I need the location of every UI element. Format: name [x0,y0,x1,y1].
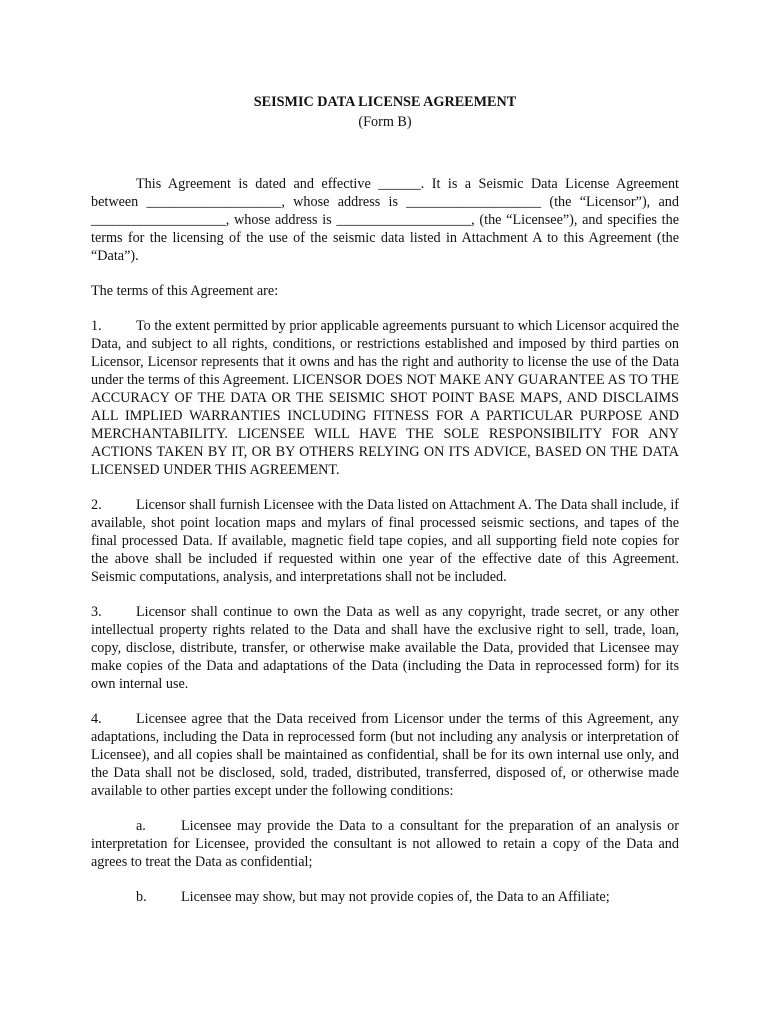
clause-text: Licensor shall continue to own the Data as well as any copyright, trade secret, or any other intellectual property rights related to the Data and shall have the exclusive right to sell, trade, loan, copy, disclose, distribute, transfer, or otherwise make available the Data, provided that Licensee may make copies of the Data and adaptations of the Data (including the Data in reprocessed form) for its own internal use. [91,604,679,692]
clause-text: Licensee agree that the Data received from Licensor under the terms of this Agreement, any adaptations, including the Data in reprocessed form (but not including any analysis or interpretation of Licensee), and all copies shall be maintained as confidential, shall be for its own internal use only, and the Data shall not be disclosed, sold, traded, distributed, transferred, disposed of, or otherwise made available to other parties except under the following conditions: [91,711,679,799]
clause-number: 2. [91,497,102,513]
subclause-letter: a. [136,818,146,834]
subclause-b [91,888,679,906]
terms-intro: The terms of this Agreement are: [91,283,279,299]
clause-number: 1. [91,318,102,334]
clause-3 [91,603,679,693]
clause-number: 4. [91,711,102,727]
clause-2 [91,496,679,586]
subclause-a [91,817,679,871]
clause-number: 3. [91,604,102,620]
document-page [91,92,679,906]
subclause-text: Licensee may provide the Data to a consultant for the preparation of an analysis or interpretation for Licensee, provided the consultant is not allowed to retain a copy of the Data and agrees to treat the Data as confidential; [91,818,679,870]
document-title: SEISMIC DATA LICENSE AGREEMENT [253,94,517,110]
document-subtitle: (Form B) [358,114,412,130]
clause-4 [91,710,679,800]
clause-text: To the extent permitted by prior applicable agreements pursuant to which Licensor acquired the Data, and subject to all rights, conditions, or restrictions established and imposed by third parties on Licensor, Licensor represents that it owns and has the right and authority to license the use of the Data under the terms of this Agreement. LICENSOR DOES NOT MAKE ANY GUARANTEE AS TO THE ACCURACY OF THE DATA OR THE SEISMIC SHOT POINT BASE MAPS, AND DISCLAIMS ALL IMPLIED WARRANTIES INCLUDING FITNESS FOR A PARTICULAR PURPOSE AND MERCHANTABILITY. LICENSEE WILL HAVE THE SOLE RESPONSIBILITY FOR ANY ACTIONS TAKEN BY IT, OR BY OTHERS RELYING ON ITS ADVICE, BASED ON THE DATA LICENSED UNDER THIS AGREEMENT. [91,318,679,478]
intro-paragraph: This Agreement is dated and effective ______. It is a Seismic Data License Agreement between ___________________, whose address is ___________________ (the “Licensor”), and ___________________, whose address is ___________________, (the “Licensee”), and specifies the terms for the licensing of the use of the seismic data listed in Attachment A to this Agreement (the “Data”). [91,176,679,264]
subclause-letter: b. [136,889,147,905]
clause-text: Licensor shall furnish Licensee with the Data listed on Attachment A. The Data shall include, if available, shot point location maps and mylars of final processed seismic sections, and tapes of the final processed Data. If available, magnetic field tape copies, and all supporting field note copies for the above shall be included if requested within one year of the effective date of this Agreement. Seismic computations, analysis, and interpretations shall not be included. [91,497,679,585]
subclause-text: Licensee may show, but may not provide copies of, the Data to an Affiliate; [181,889,610,905]
clause-1 [91,317,679,479]
